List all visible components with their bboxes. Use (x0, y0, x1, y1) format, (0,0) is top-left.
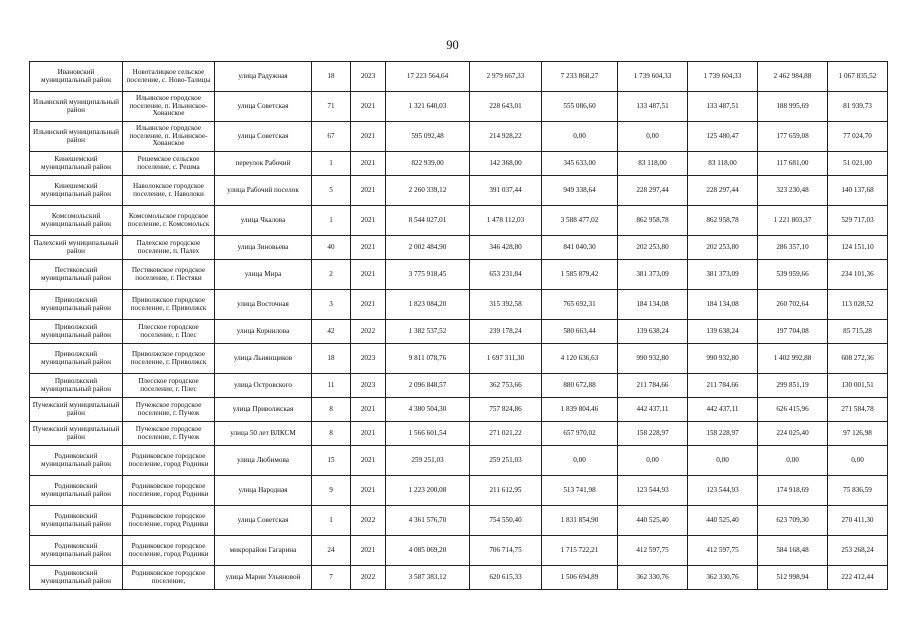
cell-year: 2021 (351, 290, 386, 320)
cell-c7: 880 672,88 (542, 374, 618, 398)
cell-c7: 3 588 477,02 (542, 206, 618, 236)
cell-street: улица Зиновьева (215, 236, 312, 260)
cell-c9: 202 253,80 (688, 236, 758, 260)
table-row (30, 206, 888, 236)
cell-street: улица Восточная (215, 290, 312, 320)
cell-c6: 653 231,84 (470, 260, 542, 290)
cell-street: улица Корнилова (215, 320, 312, 344)
cell-c10: 323 230,48 (758, 176, 828, 206)
cell-c6: 239 178,24 (470, 320, 542, 344)
cell-house: 15 (312, 446, 351, 476)
table-row (30, 176, 888, 206)
cell-district: Пестяковский муниципальный район (30, 260, 123, 290)
cell-c11: 113 028,52 (828, 290, 888, 320)
cell-district: Приволжский муниципальный район (30, 344, 123, 374)
cell-year: 2021 (351, 398, 386, 422)
cell-year: 2023 (351, 344, 386, 374)
cell-total: 259 251,03 (386, 446, 470, 476)
cell-year: 2021 (351, 446, 386, 476)
cell-house: 40 (312, 236, 351, 260)
cell-street: улица Любимова (215, 446, 312, 476)
cell-c8: 202 253,80 (618, 236, 688, 260)
cell-c11: 234 101,36 (828, 260, 888, 290)
cell-c7: 345 633,00 (542, 152, 618, 176)
cell-street: улица Советская (215, 92, 312, 122)
cell-total: 4 361 576,70 (386, 506, 470, 536)
cell-c6: 142 368,00 (470, 152, 542, 176)
cell-c8: 211 784,66 (618, 374, 688, 398)
cell-district: Пучежский муниципальный район (30, 422, 123, 446)
cell-c6: 706 714,75 (470, 536, 542, 566)
cell-house: 8 (312, 398, 351, 422)
cell-c6: 346 428,80 (470, 236, 542, 260)
cell-c8: 123 544,93 (618, 476, 688, 506)
cell-total: 9 811 078,76 (386, 344, 470, 374)
cell-settlement: Плесское городское поселение, г. Плес (123, 320, 215, 344)
table-row (30, 506, 888, 536)
cell-house: 24 (312, 536, 351, 566)
cell-total: 2 096 848,57 (386, 374, 470, 398)
table-row (30, 152, 888, 176)
cell-c6: 211 612,95 (470, 476, 542, 506)
cell-c11: 85 715,28 (828, 320, 888, 344)
cell-c10: 299 851,19 (758, 374, 828, 398)
cell-house: 5 (312, 176, 351, 206)
cell-c7: 0,00 (542, 446, 618, 476)
cell-year: 2021 (351, 260, 386, 290)
cell-district: Родниковский муниципальный район (30, 476, 123, 506)
cell-year: 2023 (351, 62, 386, 92)
cell-house: 1 (312, 152, 351, 176)
cell-house: 18 (312, 344, 351, 374)
table-row (30, 320, 888, 344)
cell-c6: 214 928,22 (470, 122, 542, 152)
cell-c6: 757 824,86 (470, 398, 542, 422)
table-row (30, 422, 888, 446)
cell-c7: 1 839 804,46 (542, 398, 618, 422)
cell-total: 3 587 383,12 (386, 566, 470, 590)
cell-year: 2022 (351, 566, 386, 590)
cell-settlement: Родниковское городское поселение, город Родники (123, 506, 215, 536)
cell-c7: 580 663,44 (542, 320, 618, 344)
cell-c10: 1 221 803,37 (758, 206, 828, 236)
cell-year: 2021 (351, 122, 386, 152)
cell-settlement: Ильинское городское поселение, п. Ильинское-Хованское (123, 92, 215, 122)
cell-year: 2021 (351, 536, 386, 566)
cell-c6: 259 251,03 (470, 446, 542, 476)
cell-year: 2021 (351, 176, 386, 206)
cell-c9: 228 297,44 (688, 176, 758, 206)
cell-c6: 1 697 311,30 (470, 344, 542, 374)
cell-c9: 184 134,08 (688, 290, 758, 320)
cell-house: 8 (312, 422, 351, 446)
cell-settlement: Пестяковское городское поселение, г. Пестяки (123, 260, 215, 290)
cell-settlement: Приволжское городское поселение, г. Приволжск (123, 344, 215, 374)
cell-settlement: Родниковское городское поселение, (123, 566, 215, 590)
cell-c9: 158 228,97 (688, 422, 758, 446)
cell-year: 2021 (351, 422, 386, 446)
cell-c9: 211 784,66 (688, 374, 758, 398)
cell-total: 3 775 918,45 (386, 260, 470, 290)
cell-settlement: Решемское сельское поселение, с. Решма (123, 152, 215, 176)
cell-c9: 412 597,75 (688, 536, 758, 566)
data-table (29, 61, 888, 590)
cell-settlement: Новоталицкое сельское поселение, с. Ново-Талицы (123, 62, 215, 92)
cell-street: улица Рабочий поселок (215, 176, 312, 206)
cell-total: 1 321 640,03 (386, 92, 470, 122)
cell-c10: 174 918,69 (758, 476, 828, 506)
cell-c10: 260 702,64 (758, 290, 828, 320)
cell-house: 2 (312, 260, 351, 290)
cell-c11: 271 584,78 (828, 398, 888, 422)
table-row (30, 236, 888, 260)
cell-c9: 125 480,47 (688, 122, 758, 152)
cell-c11: 270 411,30 (828, 506, 888, 536)
cell-year: 2021 (351, 236, 386, 260)
cell-c7: 0,00 (542, 122, 618, 152)
cell-settlement: Пучежское городское поселение, г. Пучеж (123, 398, 215, 422)
cell-settlement: Приволжское городское поселение, г. Приволжск (123, 290, 215, 320)
cell-district: Приволжский муниципальный район (30, 374, 123, 398)
cell-c8: 158 228,97 (618, 422, 688, 446)
cell-c11: 75 836,59 (828, 476, 888, 506)
cell-c8: 990 932,80 (618, 344, 688, 374)
cell-c9: 139 638,24 (688, 320, 758, 344)
table-row (30, 476, 888, 506)
cell-c8: 362 330,76 (618, 566, 688, 590)
cell-total: 2 260 339,12 (386, 176, 470, 206)
cell-district: Родниковский муниципальный район (30, 446, 123, 476)
cell-c10: 626 415,96 (758, 398, 828, 422)
cell-c10: 117 681,00 (758, 152, 828, 176)
cell-house: 1 (312, 206, 351, 236)
cell-c7: 1 715 722,21 (542, 536, 618, 566)
cell-c11: 529 717,03 (828, 206, 888, 236)
cell-district: Приволжский муниципальный район (30, 290, 123, 320)
cell-total: 2 002 484,90 (386, 236, 470, 260)
cell-total: 595 092,48 (386, 122, 470, 152)
cell-c11: 130 001,51 (828, 374, 888, 398)
cell-year: 2021 (351, 92, 386, 122)
cell-year: 2021 (351, 476, 386, 506)
page-number: 90 (446, 38, 459, 52)
cell-c9: 381 373,09 (688, 260, 758, 290)
cell-settlement: Наволокское городское поселение, г. Наволоки (123, 176, 215, 206)
cell-street: улица Советская (215, 506, 312, 536)
cell-street: улица Мира (215, 260, 312, 290)
cell-c8: 440 525,40 (618, 506, 688, 536)
cell-district: Родниковский муниципальный район (30, 536, 123, 566)
cell-c6: 315 392,58 (470, 290, 542, 320)
cell-c9: 1 739 604,33 (688, 62, 758, 92)
table-row (30, 374, 888, 398)
cell-district: Родниковский муниципальный район (30, 506, 123, 536)
cell-c11: 222 412,44 (828, 566, 888, 590)
cell-house: 67 (312, 122, 351, 152)
cell-c11: 51 021,00 (828, 152, 888, 176)
cell-c7: 841 040,30 (542, 236, 618, 260)
cell-c10: 286 357,10 (758, 236, 828, 260)
cell-c7: 1 831 854,90 (542, 506, 618, 536)
cell-c7: 765 692,31 (542, 290, 618, 320)
cell-c10: 2 462 984,88 (758, 62, 828, 92)
cell-c10: 0,00 (758, 446, 828, 476)
cell-district: Родниковский муниципальный район (30, 566, 123, 590)
cell-settlement: Родниковское городское поселение, город Родники (123, 446, 215, 476)
cell-total: 17 223 564,64 (386, 62, 470, 92)
cell-house: 9 (312, 476, 351, 506)
cell-c6: 2 979 667,33 (470, 62, 542, 92)
cell-settlement: Плесское городское поселение, г. Плес (123, 374, 215, 398)
cell-c10: 1 402 992,88 (758, 344, 828, 374)
cell-c10: 512 998,94 (758, 566, 828, 590)
cell-district: Кинешемский муниципальный район (30, 176, 123, 206)
cell-c9: 440 525,40 (688, 506, 758, 536)
cell-street: улица Островского (215, 374, 312, 398)
cell-c11: 77 024,70 (828, 122, 888, 152)
cell-c7: 4 120 636,63 (542, 344, 618, 374)
cell-c11: 140 137,68 (828, 176, 888, 206)
cell-house: 18 (312, 62, 351, 92)
cell-settlement: Комсомольское городское поселение, г. Комсомольск (123, 206, 215, 236)
table-row (30, 260, 888, 290)
cell-street: улица 50 лет ВЛКСМ (215, 422, 312, 446)
cell-c9: 133 487,51 (688, 92, 758, 122)
cell-settlement: Ильинское городское поселение, п. Ильинское-Хованское (123, 122, 215, 152)
cell-year: 2023 (351, 374, 386, 398)
cell-house: 3 (312, 290, 351, 320)
cell-c8: 0,00 (618, 446, 688, 476)
cell-total: 1 223 200,08 (386, 476, 470, 506)
table-row (30, 344, 888, 374)
cell-street: улица Марии Ульяновой (215, 566, 312, 590)
cell-c6: 271 021,22 (470, 422, 542, 446)
cell-settlement: Родниковское городское поселение, город Родники (123, 536, 215, 566)
cell-c7: 657 970,02 (542, 422, 618, 446)
cell-c9: 990 932,80 (688, 344, 758, 374)
cell-c8: 412 597,75 (618, 536, 688, 566)
cell-year: 2022 (351, 320, 386, 344)
cell-street: улица Льнянщиков (215, 344, 312, 374)
cell-c9: 862 958,78 (688, 206, 758, 236)
cell-c8: 184 134,08 (618, 290, 688, 320)
cell-c10: 224 025,40 (758, 422, 828, 446)
cell-c7: 555 086,60 (542, 92, 618, 122)
cell-district: Приволжский муниципальный район (30, 320, 123, 344)
cell-total: 1 823 084,20 (386, 290, 470, 320)
cell-c7: 7 233 868,27 (542, 62, 618, 92)
cell-c10: 584 168,48 (758, 536, 828, 566)
cell-c10: 188 995,69 (758, 92, 828, 122)
cell-street: улица Чкалова (215, 206, 312, 236)
cell-street: улица Народная (215, 476, 312, 506)
cell-c11: 1 067 835,52 (828, 62, 888, 92)
cell-c8: 381 373,09 (618, 260, 688, 290)
cell-street: улица Приволжская (215, 398, 312, 422)
table-row (30, 92, 888, 122)
cell-settlement: Пучежское городское поселение, г. Пучеж (123, 422, 215, 446)
cell-year: 2021 (351, 152, 386, 176)
cell-c9: 83 118,00 (688, 152, 758, 176)
cell-c6: 228 643,01 (470, 92, 542, 122)
cell-c11: 0,00 (828, 446, 888, 476)
table-row (30, 290, 888, 320)
table-row (30, 62, 888, 92)
cell-total: 1 382 537,52 (386, 320, 470, 344)
cell-total: 8 544 027,01 (386, 206, 470, 236)
cell-district: Ильинский муниципальный район (30, 122, 123, 152)
cell-settlement: Палехское городское поселение, п. Палех (123, 236, 215, 260)
cell-c7: 1 585 879,42 (542, 260, 618, 290)
cell-street: микрорайон Гагарина (215, 536, 312, 566)
cell-c6: 362 753,66 (470, 374, 542, 398)
cell-c8: 133 487,51 (618, 92, 688, 122)
cell-house: 42 (312, 320, 351, 344)
cell-settlement: Родниковское городское поселение, город Родники (123, 476, 215, 506)
cell-total: 4 380 504,30 (386, 398, 470, 422)
cell-district: Кинешемский муниципальный район (30, 152, 123, 176)
cell-c10: 623 709,30 (758, 506, 828, 536)
cell-district: Ивановский муниципальный район (30, 62, 123, 92)
cell-district: Пучежский муниципальный район (30, 398, 123, 422)
table-row (30, 398, 888, 422)
cell-c6: 754 550,40 (470, 506, 542, 536)
cell-c8: 1 739 604,33 (618, 62, 688, 92)
cell-c10: 539 959,66 (758, 260, 828, 290)
cell-street: улица Радужная (215, 62, 312, 92)
cell-district: Палехский муниципальный район (30, 236, 123, 260)
cell-c9: 442 437,11 (688, 398, 758, 422)
cell-district: Ильинский муниципальный район (30, 92, 123, 122)
cell-house: 7 (312, 566, 351, 590)
cell-c6: 1 478 112,03 (470, 206, 542, 236)
cell-total: 4 085 069,20 (386, 536, 470, 566)
cell-district: Комсомольский муниципальный район (30, 206, 123, 236)
cell-house: 71 (312, 92, 351, 122)
cell-c8: 139 638,24 (618, 320, 688, 344)
cell-c11: 81 939,73 (828, 92, 888, 122)
cell-house: 11 (312, 374, 351, 398)
cell-c9: 362 330,76 (688, 566, 758, 590)
table-row (30, 566, 888, 590)
cell-street: улица Советская (215, 122, 312, 152)
table-body (30, 62, 888, 590)
cell-c8: 0,00 (618, 122, 688, 152)
cell-c9: 0,00 (688, 446, 758, 476)
cell-c10: 197 704,08 (758, 320, 828, 344)
cell-c8: 862 958,78 (618, 206, 688, 236)
cell-c8: 228 297,44 (618, 176, 688, 206)
cell-year: 2022 (351, 506, 386, 536)
cell-house: 1 (312, 506, 351, 536)
table-row (30, 122, 888, 152)
cell-c11: 124 151,10 (828, 236, 888, 260)
cell-c6: 391 037,44 (470, 176, 542, 206)
cell-c8: 83 118,00 (618, 152, 688, 176)
table-row (30, 446, 888, 476)
cell-year: 2021 (351, 206, 386, 236)
cell-c6: 620 615,33 (470, 566, 542, 590)
cell-street: переулок Рабочий (215, 152, 312, 176)
cell-total: 822 939,00 (386, 152, 470, 176)
cell-c11: 253 268,24 (828, 536, 888, 566)
cell-c11: 97 126,98 (828, 422, 888, 446)
cell-c11: 608 272,36 (828, 344, 888, 374)
cell-c7: 949 338,64 (542, 176, 618, 206)
cell-c7: 1 506 694,89 (542, 566, 618, 590)
cell-c8: 442 437,11 (618, 398, 688, 422)
cell-c9: 123 544,93 (688, 476, 758, 506)
cell-c7: 513 741,98 (542, 476, 618, 506)
table-row (30, 536, 888, 566)
cell-total: 1 566 601,54 (386, 422, 470, 446)
cell-c10: 177 659,08 (758, 122, 828, 152)
